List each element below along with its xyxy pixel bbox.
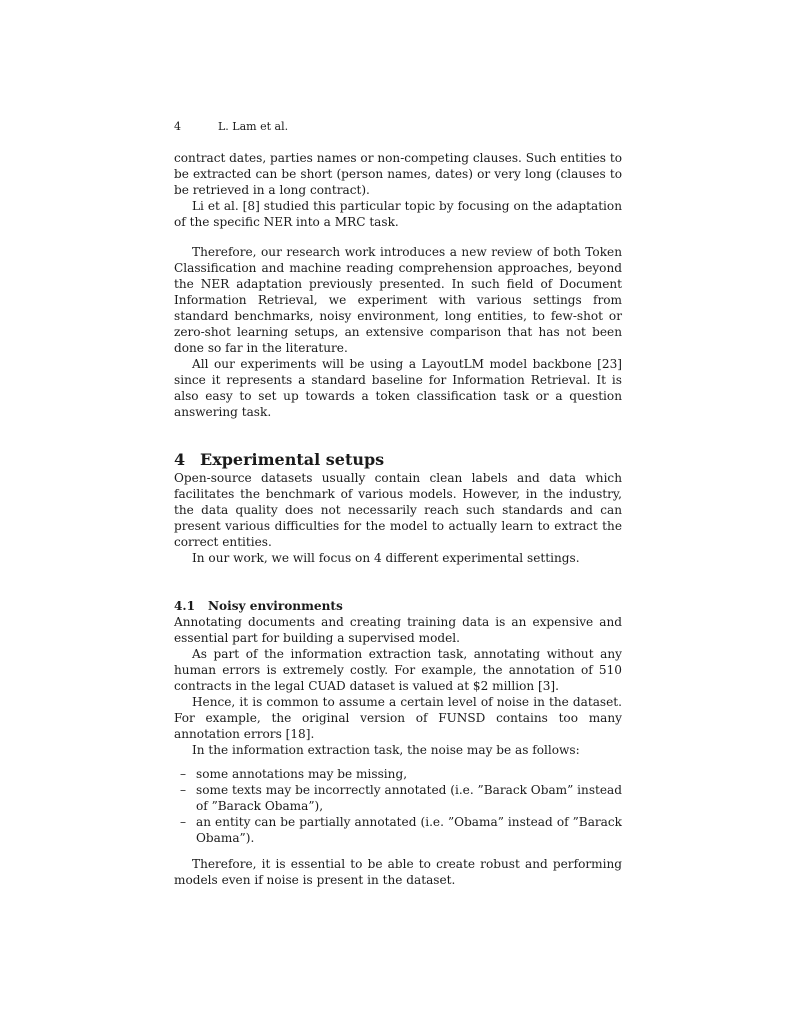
paragraph: As part of the information extraction task, annotating without any human errors is extremely costly. For example, the annotation of 510 contracts in the legal CUAD dataset is valued at $2 million [3]. <box>174 647 622 693</box>
running-head: L. Lam et al. <box>218 120 289 133</box>
paragraph: Li et al. [8] studied this particular topic by focusing on the adaptation of the specific NER into a MRC task. <box>174 199 622 229</box>
dash-marker: – <box>180 783 187 797</box>
paragraph: Therefore, it is essential to be able to create robust and performing models even if noise is present in the dataset. <box>174 857 622 887</box>
dash-marker: – <box>180 767 187 781</box>
page-header <box>174 120 288 134</box>
section-number: 4 <box>174 450 186 469</box>
list-item: – some texts may be incorrectly annotated (i.e. ”Barack Obam” instead of ”Barack Obama”), <box>180 783 622 813</box>
paragraph: In our work, we will focus on 4 different experimental settings. <box>192 551 580 565</box>
paragraph-gap <box>174 230 622 244</box>
paragraph: Therefore, our research work introduces a new review of both Token Classification and machine reading comprehension approaches, beyond the NER adaptation previously presented. In such field of Document Information Retrieval, we experiment with various settings from standard benchmarks, noisy environment, long entities, to few-shot or zero-shot learning setups, an extensive comparison that has not been done so far in the literature. <box>174 245 622 355</box>
paragraph: All our experiments will be using a LayoutLM model backbone [23] since it represents a standard baseline for Information Retrieval. It is also easy to set up towards a token classification task or a question answering task. <box>174 357 622 419</box>
page-number: 4 <box>174 120 181 133</box>
paragraph: Annotating documents and creating training data is an expensive and essential part for building a supervised model. <box>174 615 622 645</box>
list-item: – some annotations may be missing, <box>180 767 408 781</box>
paragraph: Hence, it is common to assume a certain level of noise in the dataset. For example, the original version of FUNSD contains too many annotation errors [18]. <box>174 695 622 741</box>
paragraph: Open-source datasets usually contain clean labels and data which facilitates the benchmark of various models. However, in the industry, the data quality does not necessarily reach such standards and can present various difficulties for the model to actually learn to extract the correct entities. <box>174 471 622 549</box>
section-heading <box>174 450 622 470</box>
text-column <box>174 150 622 888</box>
dash-marker: – <box>180 815 187 829</box>
section-title: Experimental setups <box>200 450 385 469</box>
bullet-list <box>174 766 622 846</box>
paragraph: contract dates, parties names or non-competing clauses. Such entities to be extracted can be short (person names, dates) or very long (clauses to be retrieved in a long contract). <box>174 151 622 197</box>
subsection-number: 4.1 <box>174 599 196 613</box>
subsection-title: Noisy environments <box>208 599 343 613</box>
subsection-heading <box>174 598 622 614</box>
paragraph: In the information extraction task, the noise may be as follows: <box>192 743 580 757</box>
list-item: – an entity can be partially annotated (i.e. ”Obama” instead of ”Barack Obama”). <box>180 815 622 845</box>
